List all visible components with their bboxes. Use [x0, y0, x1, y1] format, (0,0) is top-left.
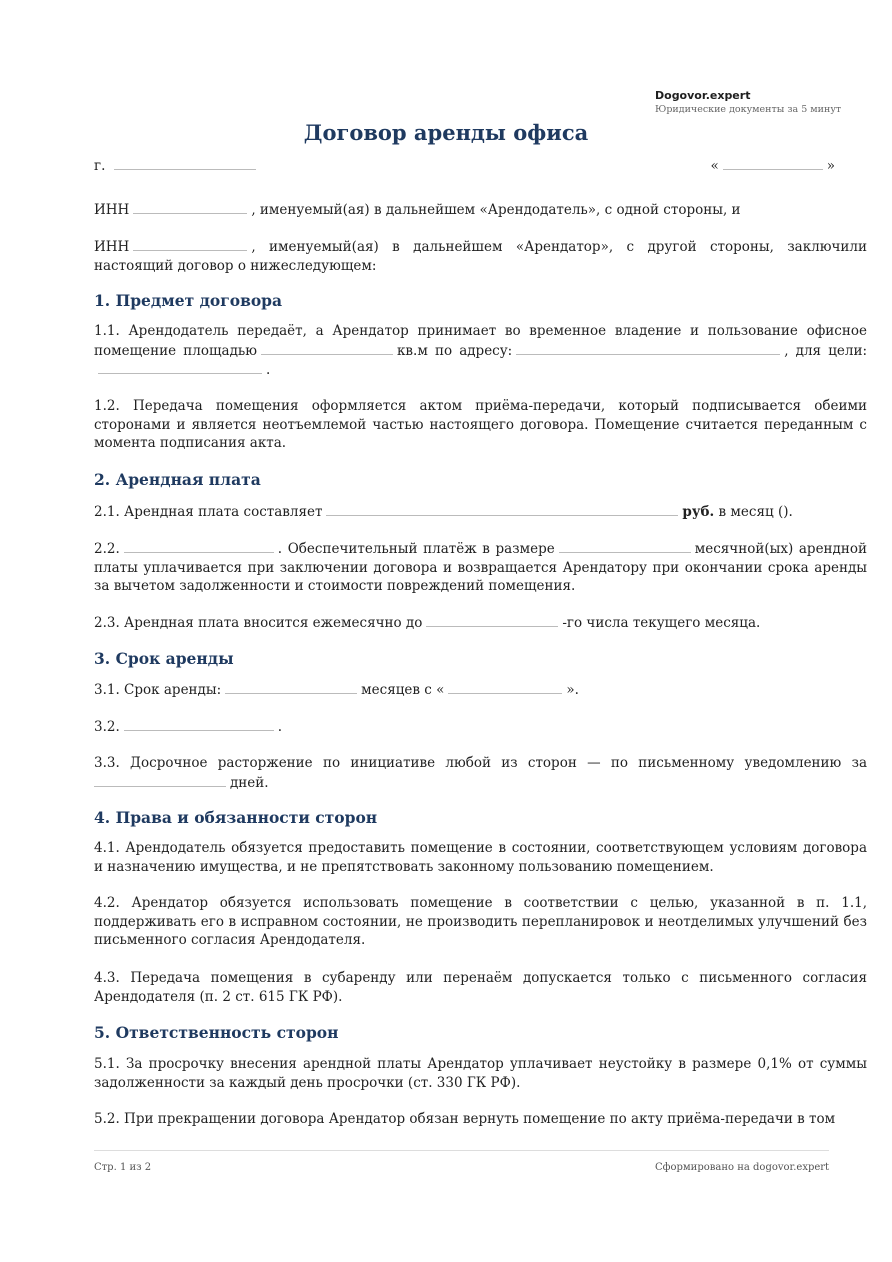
clause-3-2 [94, 717, 867, 737]
section-1-heading: 1. Предмет договора [94, 291, 283, 310]
landlord-text: , именуемый(ая) в дальнейшем «Арендодатель», с одной стороны, и [251, 202, 741, 218]
clause-3-2-text-b: . [277, 719, 283, 735]
clause-2-1 [94, 502, 867, 522]
address-field[interactable] [516, 341, 780, 355]
clause-4-2-text: 4.2. Арендатор обязуется использовать помещение в соответствии с целью, указанной в п. 1.1, поддерживать его в исправном состоянии, не производить перепланировок и неотделимых улучшений без письменного согласия Арендодателя. [94, 895, 867, 948]
clause-3-1-text-b: месяцев с « [361, 682, 445, 698]
clause-5-1 [94, 1055, 867, 1092]
clause-3-3-text-b: дней. [230, 774, 269, 791]
clause-5-2 [94, 1110, 867, 1129]
clause-2-2-text-c: месячной(ых) арендной платы уплачивается при заключении договора и возвращается Арендатору при окончании срока аренды за вычетом задолженности и стоимости повреждений помещения. [94, 541, 867, 594]
page-number: Стр. 1 из 2 [94, 1162, 152, 1173]
clause-2-3-text-b: -го числа текущего месяца. [562, 615, 761, 631]
landlord-inn-field[interactable] [133, 200, 247, 214]
clause-5-1-text: 5.1. За просрочку внесения арендной платы Арендатор уплачивает неустойку в размере 0,1% от суммы задолженности за каждый день просрочки (ст. 330 ГК РФ). [94, 1056, 867, 1091]
document-title: Договор аренды офиса [303, 120, 589, 145]
tenant-inn-label: ИНН [94, 239, 130, 255]
city-date-line [94, 156, 867, 176]
start-date-field[interactable] [448, 680, 562, 694]
clause-2-2 [94, 539, 867, 596]
clause-1-1-text-c: , для цели: [784, 342, 867, 359]
clause-2-3-text-a: 2.3. Арендная плата вносится ежемесячно до [94, 615, 423, 631]
purpose-field[interactable] [98, 360, 262, 374]
date-open-quote: « [710, 158, 719, 174]
clause-3-2-field[interactable] [124, 717, 274, 731]
tenant-text: , именуемый(ая) в дальнейшем «Арендатор», с другой стороны, заключили настоящий договор о нижеследующем: [94, 239, 867, 274]
clause-2-2-field-a[interactable] [124, 539, 274, 553]
clause-3-1-text-c: ». [566, 682, 579, 698]
clause-4-1-text: 4.1. Арендодатель обязуется предоставить помещение в состоянии, соответствующем условиям договора и назначению имущества, и не препятствовать законному пользованию помещением. [94, 840, 867, 875]
landlord-inn-label: ИНН [94, 202, 130, 218]
clause-2-2-text-a: 2.2. [94, 541, 120, 557]
brand-name: Dogovor.expert [655, 89, 751, 102]
clause-2-2-text-b: . Обеспечительный платёж в размере [277, 541, 555, 557]
notice-days-field[interactable] [94, 773, 226, 787]
clause-2-1-text-c: в месяц (). [718, 504, 793, 520]
party-landlord [94, 200, 867, 220]
clause-4-2 [94, 894, 867, 950]
deposit-months-field[interactable] [559, 539, 691, 553]
clause-4-3 [94, 969, 867, 1006]
clause-4-3-text: 4.3. Передача помещения в субаренду или перенаём допускается только с письменного согласия Арендодателя (п. 2 ст. 615 ГК РФ). [94, 970, 867, 1005]
rent-amount-field[interactable] [326, 502, 678, 516]
clause-2-3 [94, 613, 867, 633]
section-3-heading: 3. Срок аренды [94, 649, 234, 668]
section-5-heading: 5. Ответственность сторон [94, 1023, 339, 1042]
brand-tagline: Юридические документы за 5 минут [655, 104, 842, 115]
clause-1-1-text-a: 1.1. Арендодатель передаёт, а Арендатор принимает во временное владение и пользование офисное помещение площадью [94, 323, 867, 359]
clause-1-2 [94, 397, 867, 453]
currency-label: руб. [682, 504, 715, 520]
date-group [710, 156, 835, 176]
clause-4-1 [94, 839, 867, 876]
clause-3-3 [94, 754, 867, 792]
clause-3-1 [94, 680, 867, 700]
party-tenant [94, 237, 867, 275]
clause-1-1-text-d: . [266, 362, 271, 378]
clause-3-1-text-a: 3.1. Срок аренды: [94, 682, 222, 698]
city-prefix: г. [94, 158, 106, 174]
city-field[interactable] [114, 156, 256, 170]
payment-day-field[interactable] [426, 613, 558, 627]
clause-1-1 [94, 322, 867, 380]
brand-block [655, 88, 855, 117]
clause-3-2-text-a: 3.2. [94, 719, 120, 735]
tenant-inn-field[interactable] [133, 237, 247, 251]
date-field[interactable] [723, 156, 823, 170]
clause-5-2-text: 5.2. При прекращении договора Арендатор обязан вернуть помещение по акту приёма-передачи в том [94, 1111, 836, 1127]
date-close-quote: » [826, 158, 835, 174]
term-months-field[interactable] [225, 680, 357, 694]
clause-3-3-text-a: 3.3. Досрочное расторжение по инициативе любой из сторон — по письменному уведомлению за [94, 755, 867, 771]
section-4-heading: 4. Права и обязанности сторон [94, 808, 378, 827]
area-field[interactable] [261, 341, 393, 355]
clause-1-1-text-b: кв.м по адресу: [396, 342, 513, 359]
footer-divider [94, 1150, 829, 1151]
section-2-heading: 2. Арендная плата [94, 470, 261, 489]
clause-2-1-text-a: 2.1. Арендная плата составляет [94, 504, 323, 520]
generated-by: Сформировано на dogovor.expert [655, 1162, 830, 1173]
clause-1-2-text: 1.2. Передача помещения оформляется актом приёма-передачи, который подписывается обеими сторонами и является неотъемлемой частью настоящего договора. Помещение считается переданным с момента подписания акта. [94, 398, 867, 451]
